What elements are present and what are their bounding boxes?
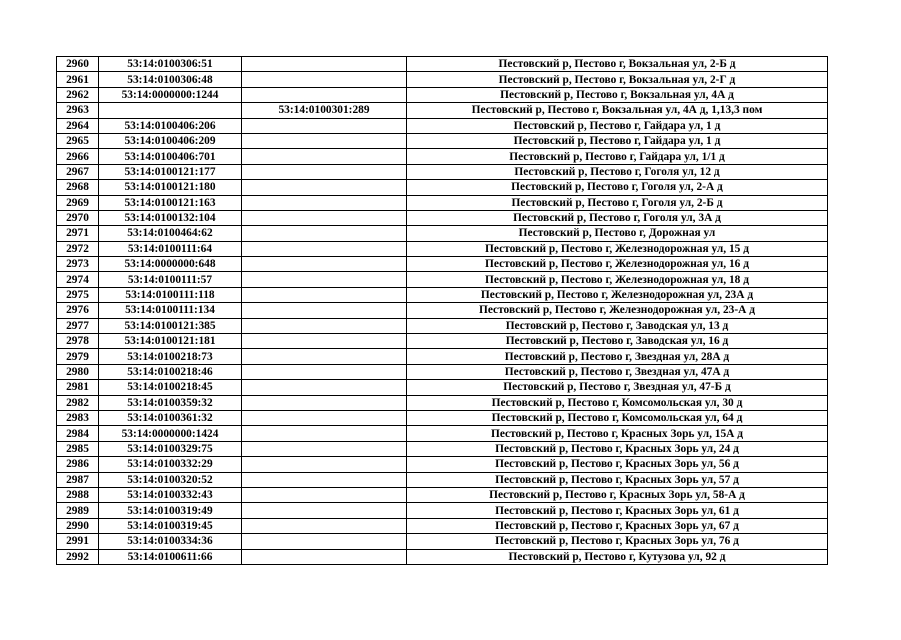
parent-cadastral-number-cell bbox=[242, 549, 407, 564]
address-cell: Пестовский р, Пестово г, Красных Зорь ул, 58-А д bbox=[407, 487, 828, 502]
cadastral-number-cell: 53:14:0100406:209 bbox=[99, 133, 242, 148]
table-row bbox=[57, 118, 828, 133]
cadastral-number-cell: 53:14:0100306:48 bbox=[99, 72, 242, 87]
table-row bbox=[57, 441, 828, 456]
cadastral-number-cell: 53:14:0000000:1244 bbox=[99, 87, 242, 102]
cadastral-number-cell: 53:14:0100121:177 bbox=[99, 164, 242, 179]
row-number-cell: 2978 bbox=[57, 334, 99, 349]
table-row bbox=[57, 426, 828, 441]
cadastral-number-cell: 53:14:0000000:1424 bbox=[99, 426, 242, 441]
table-row bbox=[57, 210, 828, 225]
parent-cadastral-number-cell bbox=[242, 410, 407, 425]
cadastral-number-cell bbox=[99, 103, 242, 118]
parent-cadastral-number-cell bbox=[242, 503, 407, 518]
table-row bbox=[57, 380, 828, 395]
parent-cadastral-number-cell bbox=[242, 180, 407, 195]
cadastral-number-cell: 53:14:0100121:163 bbox=[99, 195, 242, 210]
row-number-cell: 2980 bbox=[57, 364, 99, 379]
cadastral-number-cell: 53:14:0100329:75 bbox=[99, 441, 242, 456]
address-cell: Пестовский р, Пестово г, Красных Зорь ул, 15А д bbox=[407, 426, 828, 441]
table-row bbox=[57, 303, 828, 318]
address-cell: Пестовский р, Пестово г, Гоголя ул, 12 д bbox=[407, 164, 828, 179]
parent-cadastral-number-cell bbox=[242, 318, 407, 333]
parent-cadastral-number-cell bbox=[242, 241, 407, 256]
address-cell: Пестовский р, Пестово г, Кутузова ул, 92 д bbox=[407, 549, 828, 564]
table-row bbox=[57, 472, 828, 487]
table-row bbox=[57, 318, 828, 333]
row-number-cell: 2971 bbox=[57, 226, 99, 241]
parent-cadastral-number-cell bbox=[242, 72, 407, 87]
table-row bbox=[57, 395, 828, 410]
table-row bbox=[57, 87, 828, 102]
cadastral-number-cell: 53:14:0100121:385 bbox=[99, 318, 242, 333]
address-cell: Пестовский р, Пестово г, Звездная ул, 47А д bbox=[407, 364, 828, 379]
table-row bbox=[57, 133, 828, 148]
address-cell: Пестовский р, Пестово г, Комсомольская ул, 30 д bbox=[407, 395, 828, 410]
table-row bbox=[57, 457, 828, 472]
table-row bbox=[57, 241, 828, 256]
cadastral-number-cell: 53:14:0100121:181 bbox=[99, 334, 242, 349]
row-number-cell: 2961 bbox=[57, 72, 99, 87]
parent-cadastral-number-cell bbox=[242, 195, 407, 210]
address-cell: Пестовский р, Пестово г, Красных Зорь ул, 61 д bbox=[407, 503, 828, 518]
table-row bbox=[57, 534, 828, 549]
row-number-cell: 2970 bbox=[57, 210, 99, 225]
cadastral-number-cell: 53:14:0100306:51 bbox=[99, 57, 242, 72]
row-number-cell: 2969 bbox=[57, 195, 99, 210]
parent-cadastral-number-cell bbox=[242, 272, 407, 287]
table-row bbox=[57, 149, 828, 164]
cadastral-number-cell: 53:14:0100464:62 bbox=[99, 226, 242, 241]
address-cell: Пестовский р, Пестово г, Гайдара ул, 1/1 д bbox=[407, 149, 828, 164]
cadastral-number-cell: 53:14:0100218:73 bbox=[99, 349, 242, 364]
cadastral-number-cell: 53:14:0100406:206 bbox=[99, 118, 242, 133]
parent-cadastral-number-cell bbox=[242, 487, 407, 502]
cadastral-number-cell: 53:14:0100332:29 bbox=[99, 457, 242, 472]
cadastral-number-cell: 53:14:0100218:45 bbox=[99, 380, 242, 395]
registry-table-body bbox=[57, 57, 828, 565]
row-number-cell: 2987 bbox=[57, 472, 99, 487]
cadastral-number-cell: 53:14:0100111:134 bbox=[99, 303, 242, 318]
row-number-cell: 2974 bbox=[57, 272, 99, 287]
row-number-cell: 2985 bbox=[57, 441, 99, 456]
parent-cadastral-number-cell bbox=[242, 364, 407, 379]
parent-cadastral-number-cell bbox=[242, 334, 407, 349]
cadastral-number-cell: 53:14:0100319:45 bbox=[99, 518, 242, 533]
parent-cadastral-number-cell bbox=[242, 226, 407, 241]
row-number-cell: 2992 bbox=[57, 549, 99, 564]
address-cell: Пестовский р, Пестово г, Железнодорожная ул, 18 д bbox=[407, 272, 828, 287]
row-number-cell: 2986 bbox=[57, 457, 99, 472]
row-number-cell: 2960 bbox=[57, 57, 99, 72]
table-row bbox=[57, 334, 828, 349]
row-number-cell: 2963 bbox=[57, 103, 99, 118]
table-row bbox=[57, 518, 828, 533]
table-row bbox=[57, 287, 828, 302]
address-cell: Пестовский р, Пестово г, Вокзальная ул, 2-Б д bbox=[407, 57, 828, 72]
parent-cadastral-number-cell bbox=[242, 349, 407, 364]
table-row bbox=[57, 257, 828, 272]
address-cell: Пестовский р, Пестово г, Гоголя ул, 2-А д bbox=[407, 180, 828, 195]
cadastral-number-cell: 53:14:0000000:648 bbox=[99, 257, 242, 272]
address-cell: Пестовский р, Пестово г, Заводская ул, 16 д bbox=[407, 334, 828, 349]
row-number-cell: 2966 bbox=[57, 149, 99, 164]
address-cell: Пестовский р, Пестово г, Красных Зорь ул, 57 д bbox=[407, 472, 828, 487]
cadastral-number-cell: 53:14:0100121:180 bbox=[99, 180, 242, 195]
address-cell: Пестовский р, Пестово г, Красных Зорь ул, 56 д bbox=[407, 457, 828, 472]
address-cell: Пестовский р, Пестово г, Звездная ул, 47-Б д bbox=[407, 380, 828, 395]
address-cell: Пестовский р, Пестово г, Комсомольская ул, 64 д bbox=[407, 410, 828, 425]
address-cell: Пестовский р, Пестово г, Вокзальная ул, 4А д, 1,13,3 пом bbox=[407, 103, 828, 118]
property-registry-table bbox=[56, 56, 828, 565]
parent-cadastral-number-cell bbox=[242, 164, 407, 179]
address-cell: Пестовский р, Пестово г, Гайдара ул, 1 д bbox=[407, 133, 828, 148]
address-cell: Пестовский р, Пестово г, Гоголя ул, 2-Б д bbox=[407, 195, 828, 210]
cadastral-number-cell: 53:14:0100218:46 bbox=[99, 364, 242, 379]
table-row bbox=[57, 503, 828, 518]
parent-cadastral-number-cell bbox=[242, 518, 407, 533]
table-row bbox=[57, 549, 828, 564]
address-cell: Пестовский р, Пестово г, Дорожная ул bbox=[407, 226, 828, 241]
parent-cadastral-number-cell bbox=[242, 426, 407, 441]
table-row bbox=[57, 103, 828, 118]
address-cell: Пестовский р, Пестово г, Заводская ул, 13 д bbox=[407, 318, 828, 333]
parent-cadastral-number-cell bbox=[242, 472, 407, 487]
table-row bbox=[57, 364, 828, 379]
parent-cadastral-number-cell bbox=[242, 534, 407, 549]
address-cell: Пестовский р, Пестово г, Вокзальная ул, 2-Г д bbox=[407, 72, 828, 87]
parent-cadastral-number-cell bbox=[242, 303, 407, 318]
cadastral-number-cell: 53:14:0100406:701 bbox=[99, 149, 242, 164]
address-cell: Пестовский р, Пестово г, Железнодорожная ул, 15 д bbox=[407, 241, 828, 256]
parent-cadastral-number-cell bbox=[242, 257, 407, 272]
row-number-cell: 2979 bbox=[57, 349, 99, 364]
table-row bbox=[57, 272, 828, 287]
address-cell: Пестовский р, Пестово г, Гоголя ул, 3А д bbox=[407, 210, 828, 225]
parent-cadastral-number-cell bbox=[242, 133, 407, 148]
table-row bbox=[57, 72, 828, 87]
parent-cadastral-number-cell bbox=[242, 395, 407, 410]
address-cell: Пестовский р, Пестово г, Гайдара ул, 1 д bbox=[407, 118, 828, 133]
cadastral-number-cell: 53:14:0100361:32 bbox=[99, 410, 242, 425]
row-number-cell: 2984 bbox=[57, 426, 99, 441]
row-number-cell: 2967 bbox=[57, 164, 99, 179]
row-number-cell: 2988 bbox=[57, 487, 99, 502]
address-cell: Пестовский р, Пестово г, Железнодорожная ул, 23А д bbox=[407, 287, 828, 302]
table-row bbox=[57, 57, 828, 72]
parent-cadastral-number-cell bbox=[242, 210, 407, 225]
row-number-cell: 2964 bbox=[57, 118, 99, 133]
parent-cadastral-number-cell bbox=[242, 380, 407, 395]
cadastral-number-cell: 53:14:0100320:52 bbox=[99, 472, 242, 487]
row-number-cell: 2981 bbox=[57, 380, 99, 395]
row-number-cell: 2965 bbox=[57, 133, 99, 148]
table-row bbox=[57, 410, 828, 425]
cadastral-number-cell: 53:14:0100111:118 bbox=[99, 287, 242, 302]
row-number-cell: 2975 bbox=[57, 287, 99, 302]
parent-cadastral-number-cell bbox=[242, 287, 407, 302]
cadastral-number-cell: 53:14:0100111:57 bbox=[99, 272, 242, 287]
address-cell: Пестовский р, Пестово г, Железнодорожная ул, 16 д bbox=[407, 257, 828, 272]
table-row bbox=[57, 349, 828, 364]
parent-cadastral-number-cell: 53:14:0100301:289 bbox=[242, 103, 407, 118]
cadastral-number-cell: 53:14:0100334:36 bbox=[99, 534, 242, 549]
row-number-cell: 2973 bbox=[57, 257, 99, 272]
row-number-cell: 2983 bbox=[57, 410, 99, 425]
cadastral-number-cell: 53:14:0100359:32 bbox=[99, 395, 242, 410]
table-row bbox=[57, 164, 828, 179]
address-cell: Пестовский р, Пестово г, Красных Зорь ул, 24 д bbox=[407, 441, 828, 456]
table-row bbox=[57, 226, 828, 241]
row-number-cell: 2962 bbox=[57, 87, 99, 102]
cadastral-number-cell: 53:14:0100332:43 bbox=[99, 487, 242, 502]
parent-cadastral-number-cell bbox=[242, 57, 407, 72]
row-number-cell: 2982 bbox=[57, 395, 99, 410]
table-row bbox=[57, 487, 828, 502]
row-number-cell: 2977 bbox=[57, 318, 99, 333]
address-cell: Пестовский р, Пестово г, Красных Зорь ул, 76 д bbox=[407, 534, 828, 549]
row-number-cell: 2972 bbox=[57, 241, 99, 256]
parent-cadastral-number-cell bbox=[242, 118, 407, 133]
row-number-cell: 2976 bbox=[57, 303, 99, 318]
address-cell: Пестовский р, Пестово г, Звездная ул, 28А д bbox=[407, 349, 828, 364]
row-number-cell: 2990 bbox=[57, 518, 99, 533]
address-cell: Пестовский р, Пестово г, Железнодорожная ул, 23-А д bbox=[407, 303, 828, 318]
row-number-cell: 2968 bbox=[57, 180, 99, 195]
cadastral-number-cell: 53:14:0100319:49 bbox=[99, 503, 242, 518]
row-number-cell: 2991 bbox=[57, 534, 99, 549]
table-row bbox=[57, 180, 828, 195]
address-cell: Пестовский р, Пестово г, Вокзальная ул, 4А д bbox=[407, 87, 828, 102]
address-cell: Пестовский р, Пестово г, Красных Зорь ул, 67 д bbox=[407, 518, 828, 533]
parent-cadastral-number-cell bbox=[242, 457, 407, 472]
table-row bbox=[57, 195, 828, 210]
parent-cadastral-number-cell bbox=[242, 441, 407, 456]
row-number-cell: 2989 bbox=[57, 503, 99, 518]
cadastral-number-cell: 53:14:0100132:104 bbox=[99, 210, 242, 225]
parent-cadastral-number-cell bbox=[242, 149, 407, 164]
cadastral-number-cell: 53:14:0100111:64 bbox=[99, 241, 242, 256]
parent-cadastral-number-cell bbox=[242, 87, 407, 102]
cadastral-number-cell: 53:14:0100611:66 bbox=[99, 549, 242, 564]
